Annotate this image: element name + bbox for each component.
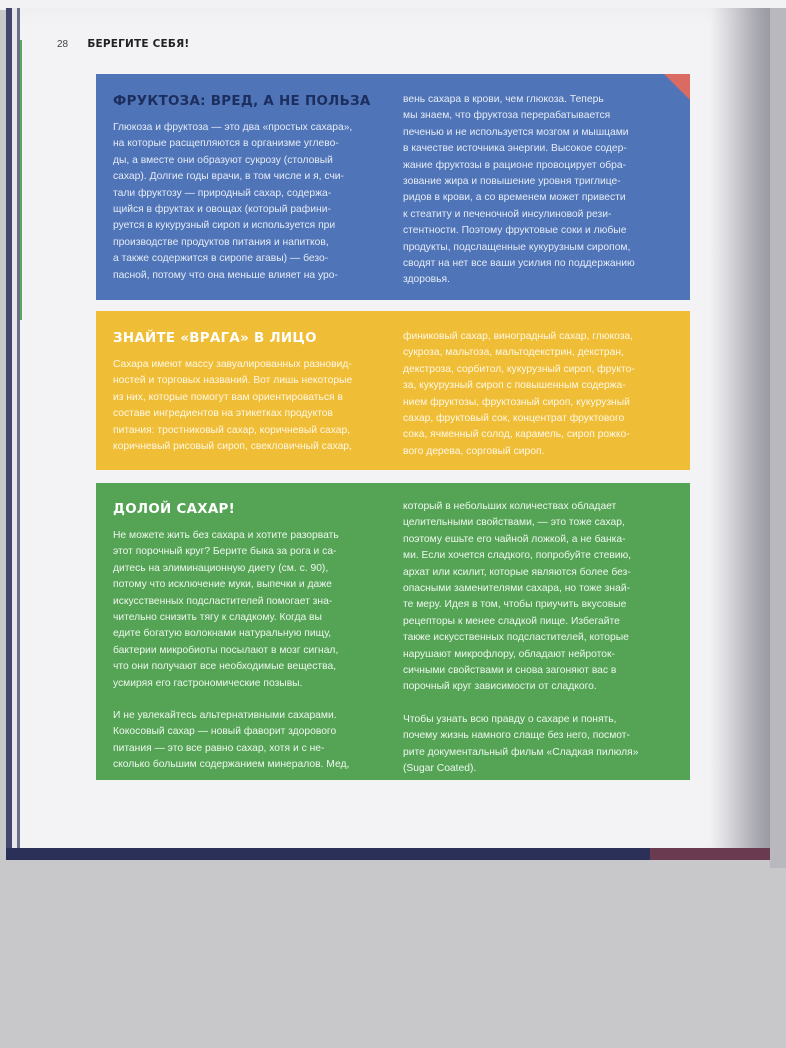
text-line: что они получают все необходимые вещества, — [113, 661, 337, 673]
text-line: Не можете жить без сахара и хотите разорвать — [113, 530, 339, 541]
text-line: сводят на нет все ваши усилия по поддержанию — [403, 258, 635, 270]
text-line: жание фруктозы в рационе провоцирует обра- — [403, 159, 626, 171]
text-line: рецепторы к менее сладкой пище. Избегайте — [403, 615, 620, 627]
text-line: декстроза, сорбитол, кукурузный сироп, фрукто- — [403, 363, 635, 375]
text-line: на которые расщепляются в организме углево- — [113, 138, 339, 150]
sugar-left-column — [113, 502, 385, 774]
text-line: а также содержится в сиропе агавы) — безо- — [113, 253, 329, 265]
text-line: целительными свойствами, — это тоже сахар, — [403, 517, 625, 529]
sugar-left-paragraph-2 — [113, 708, 385, 774]
text-line: вого дерева, сорговый сироп. — [403, 445, 545, 457]
running-header — [57, 38, 189, 50]
sugar-right-column — [403, 499, 676, 778]
text-line: ми. Если хочется сладкого, попробуйте стевию, — [403, 550, 632, 562]
enemy-right-text — [403, 329, 676, 460]
text-line: нием фруктозы, фруктозный сироп, кукурузный — [403, 396, 630, 408]
fructose-left-text — [113, 120, 385, 284]
text-line: мы знаем, что фруктоза перерабатывается — [403, 110, 611, 122]
enemy-right-column — [403, 329, 676, 460]
text-line: сколько большим содержанием минералов. Мед, — [113, 759, 350, 771]
section-title: БЕРЕГИТЕ СЕБЯ! — [87, 38, 190, 50]
text-line: печенью и не используется мозгом и мышцами — [403, 126, 629, 138]
enemy-left-text — [113, 357, 385, 455]
text-line: дитесь на элиминационную диету (см. с. 90), — [113, 562, 329, 574]
text-line: Чтобы узнать всю правду о сахаре и понять, — [403, 713, 617, 725]
enemy-left-column — [113, 331, 385, 455]
text-line: здоровья. — [403, 274, 450, 286]
text-line: Кокосовый сахар — новый фаворит здорового — [113, 726, 337, 738]
sugar-left-paragraph-1 — [113, 528, 385, 692]
text-line: чительно снизить тягу к сладкому. Когда вы — [113, 612, 322, 624]
book-cover-edge-accent — [650, 848, 778, 860]
text-line: архат или ксилит, которые являются более без- — [403, 566, 631, 578]
text-line: этот порочный круг? Берите быка за рога и са- — [113, 546, 337, 558]
text-line: опасными заменителями сахара, но тоже знай- — [403, 583, 630, 595]
text-line: сока, ячменный солод, карамель, сироп рожко- — [403, 429, 630, 441]
text-line: питания — это все равно сахар, хотя и с не- — [113, 742, 325, 754]
fructose-title: ФРУКТОЗА: ВРЕД, А НЕ ПОЛЬЗА — [113, 94, 371, 109]
text-line: стентности. Поэтому фруктовые соки и любые — [403, 225, 627, 237]
enemy-box — [96, 311, 690, 470]
text-line: (Sugar Coated). — [403, 763, 477, 775]
text-line: зование жира и повышение уровня триглице- — [403, 176, 621, 188]
text-line: также искусственных подсластителей, которые — [403, 632, 629, 644]
text-line: за, кукурузный сироп с повышенным содержа- — [403, 380, 626, 392]
text-line: усмиряя его гастрономические позывы. — [113, 677, 303, 689]
text-line: коричневый рисовый сироп, свекловичный сахар, — [113, 441, 352, 453]
text-line: из них, которые помогут вам ориентироваться в — [113, 391, 343, 403]
text-line: составе ингредиентов на этикетках продуктов — [113, 408, 333, 420]
text-line: ридов в крови, а со временем может привести — [403, 192, 626, 204]
text-line: тали фруктозу — природный сахар, содержа- — [113, 187, 332, 199]
page-number: 28 — [57, 39, 69, 50]
text-line: поэтому ешьте его чайной ложкой, а не банка- — [403, 533, 626, 545]
text-line: рите документальный фильм «Сладкая пилюля» — [403, 746, 639, 758]
text-line: сахар). Долгие годы врачи, в том числе и я, счи- — [113, 171, 344, 183]
spine-stripe — [20, 40, 22, 320]
text-line: потому что исключение муки, выпечки и даже — [113, 579, 332, 591]
text-line: почему жизнь намного слаще без него, посмот- — [403, 730, 630, 742]
text-line: питания: тростниковый сахар, коричневый сахар, — [113, 424, 351, 436]
text-line: вень сахара в крови, чем глюкоза. Теперь — [403, 94, 604, 105]
text-line: финиковый сахар, виноградный сахар, глюкоза, — [403, 331, 634, 342]
text-line: руется в кукурузный сироп и используется при — [113, 220, 336, 232]
text-line: который в небольших количествах обладает — [403, 501, 617, 512]
fructose-left-column — [113, 94, 385, 284]
text-line: продукты, подслащенные кукурузным сиропом, — [403, 241, 631, 253]
text-line: к стеатиту и печеночной инсулиновой рези- — [403, 208, 612, 220]
text-line: щийся в фруктах и овощах (который рафини- — [113, 204, 331, 216]
sugar-right-paragraph-1 — [403, 499, 676, 696]
text-line: едите богатую волокнами натуральную пищу, — [113, 628, 332, 640]
text-line: те меру. Идея в том, чтобы приучить вкусовые — [403, 599, 627, 611]
text-line: сукроза, мальтоза, мальтодекстрин, декстран, — [403, 347, 624, 359]
text-line: ностей и торговых названий. Вот лишь некоторые — [113, 375, 353, 387]
text-line: нарушают микрофлору, обладают нейроток- — [403, 648, 615, 660]
text-line: порочный круг зависимости от сладкого. — [403, 681, 597, 693]
text-line: бактерии микробиоты посылают в мозг сигнал, — [113, 644, 339, 656]
enemy-title: ЗНАЙТЕ «ВРАГА» В ЛИЦО — [113, 331, 317, 346]
text-line: Сахара имеют массу завуалированных разновид- — [113, 359, 352, 370]
text-line: ды, а вместе они образуют сукрозу (столовый — [113, 154, 333, 166]
fructose-right-column — [403, 92, 676, 289]
text-line: И не увлекайтесь альтернативными сахарами. — [113, 710, 337, 722]
sugar-right-paragraph-2 — [403, 712, 676, 778]
text-line: сичными свойствами и снова загоняют вас в — [403, 665, 617, 677]
text-line: сахар, фруктовый сок, концентрат фруктового — [403, 413, 625, 425]
text-line: пасной, потому что она меньше влияет на уро- — [113, 269, 338, 281]
text-line: искусственных подсластителей помогает зна- — [113, 595, 333, 607]
sugar-title: ДОЛОЙ САХАР! — [113, 502, 236, 517]
text-line: производстве продуктов питания и напитков, — [113, 236, 329, 248]
text-line: Глюкоза и фруктоза — это два «простых сахара», — [113, 122, 353, 133]
fructose-box — [96, 74, 690, 300]
page-curl-shadow — [710, 8, 778, 856]
sugar-box — [96, 483, 690, 780]
scanner-edge — [770, 8, 786, 868]
fructose-right-text — [403, 92, 676, 289]
text-line: в качестве источника энергии. Высокое содер- — [403, 143, 627, 155]
